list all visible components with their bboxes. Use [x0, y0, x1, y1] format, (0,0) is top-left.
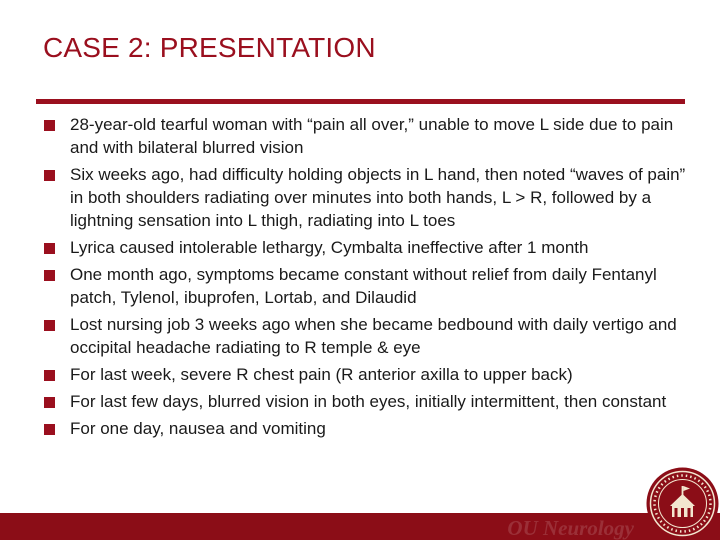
square-bullet-icon [44, 320, 55, 331]
bullet-text: One month ago, symptoms became constant without relief from daily Fentanyl patch, Tylenol, ibuprofen, Lortab, and Dilaudid [70, 265, 657, 307]
footer-watermark: OU Neurology [507, 516, 634, 540]
square-bullet-icon [44, 243, 55, 254]
bullet-text: Lost nursing job 3 weeks ago when she became bedbound with daily vertigo and occipital headache radiating to R temple & eye [70, 315, 677, 357]
bullet-text: 28-year-old tearful woman with “pain all over,” unable to move L side due to pain and with bilateral blurred vision [70, 115, 674, 157]
list-item [44, 313, 694, 359]
list-item [44, 263, 694, 309]
square-bullet-icon [44, 170, 55, 181]
footer-band [0, 513, 720, 540]
square-bullet-icon [44, 397, 55, 408]
list-item [44, 417, 694, 440]
list-item [44, 236, 694, 259]
list-item [44, 390, 694, 413]
list-item [44, 363, 694, 386]
square-bullet-icon [44, 370, 55, 381]
university-seal-icon [645, 466, 720, 541]
bullet-text: Lyrica caused intolerable lethargy, Cymbalta ineffective after 1 month [70, 238, 589, 257]
square-bullet-icon [44, 424, 55, 435]
list-item [44, 113, 694, 159]
bullet-text: Six weeks ago, had difficulty holding objects in L hand, then noted “waves of pain” in both shoulders radiating over minutes into both hands, L > R, followed by a lightning sensation into L thigh, radiating into L toes [70, 165, 686, 230]
bullet-text: For last week, severe R chest pain (R anterior axilla to upper back) [70, 365, 573, 384]
bullet-list [44, 113, 694, 444]
slide-title: CASE 2: PRESENTATION [43, 32, 376, 63]
title-divider [36, 99, 685, 104]
square-bullet-icon [44, 270, 55, 281]
bullet-text: For one day, nausea and vomiting [70, 419, 326, 438]
bullet-text: For last few days, blurred vision in both eyes, initially intermittent, then constant [70, 392, 667, 411]
list-item [44, 163, 694, 232]
square-bullet-icon [44, 120, 55, 131]
